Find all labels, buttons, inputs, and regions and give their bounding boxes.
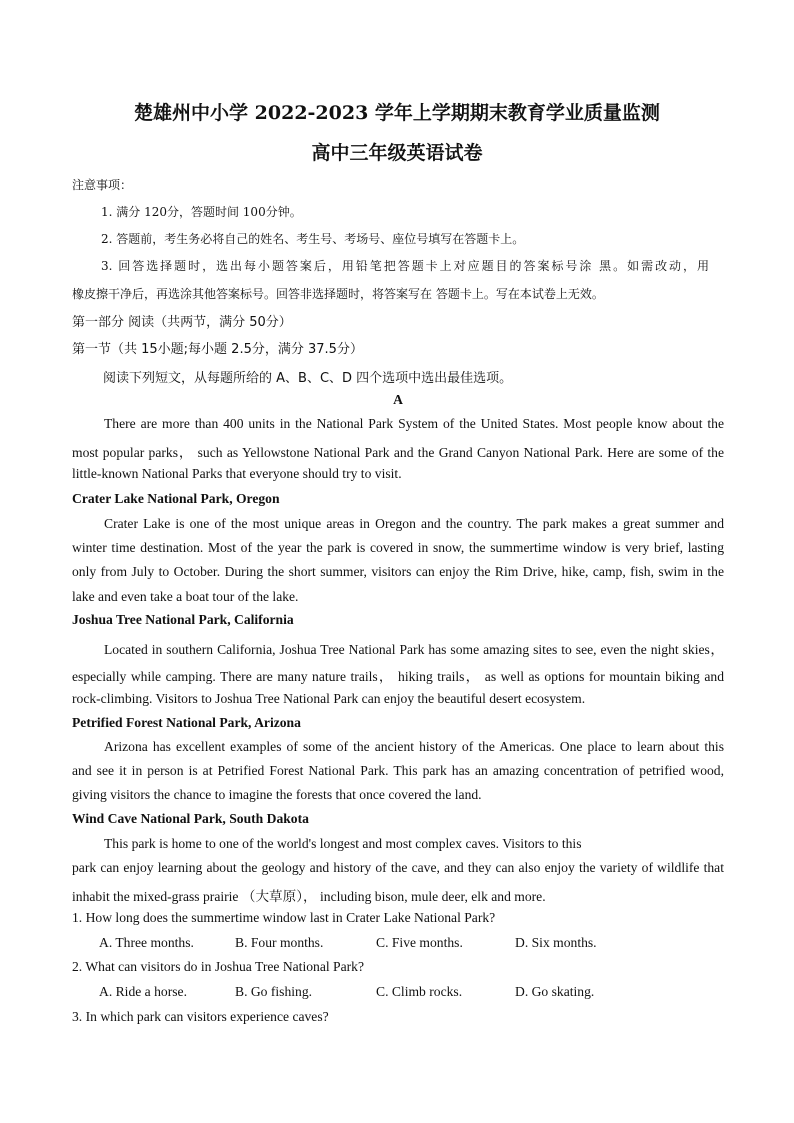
q1-option-c: C. Five months.	[376, 935, 463, 950]
wind-cave-line-2: park can enjoy learning about the geology and history of the cave, and they can also enjoy the variety of wildlife that	[72, 860, 724, 875]
crater-lake-line-2: winter time destination. Most of the year the park is covered in snow, the summertime window is very brief, lasting	[72, 540, 724, 555]
notice-heading: 注意事项：	[72, 178, 133, 192]
joshua-tree-line-3: rock-climbing. Visitors to Joshua Tree National Park can enjoy the beautiful desert ecosystem.	[72, 691, 586, 706]
park-heading-crater-lake: Crater Lake National Park, Oregon	[72, 491, 280, 506]
passage-label: A	[393, 392, 403, 407]
joshua-tree-line-1: Located in southern California, Joshua Tree National Park has some amazing sites to see, even the night skies，	[104, 642, 724, 657]
notice-item-1: 1. 满分 120分，答题时间 100分钟。	[101, 205, 302, 219]
intro-line-3: little-known National Parks that everyone should try to visit.	[72, 466, 402, 481]
park-heading-joshua-tree: Joshua Tree National Park, California	[72, 612, 294, 627]
intro-line-2: most popular parks， such as Yellowstone National Park and the Grand Canyon National Park. Here are some of the	[72, 445, 724, 460]
crater-lake-line-4: lake and even take a boat tour of the lake.	[72, 589, 299, 604]
section-heading: 第一节（共 15小题;每小题 2.5分，满分 37.5分）	[72, 342, 363, 357]
q1-option-a: A. Three months.	[99, 935, 194, 950]
part-heading: 第一部分 阅读（共两节，满分 50分）	[72, 315, 292, 330]
petrified-forest-line-1: Arizona has excellent examples of some of the ancient history of the Americas. One place to learn about this	[104, 739, 724, 754]
question-1: 1. How long does the summertime window last in Crater Lake National Park?	[72, 910, 496, 925]
crater-lake-line-1: Crater Lake is one of the most unique areas in Oregon and the country. The park makes a great summer and	[104, 516, 724, 531]
wind-cave-line-1: This park is home to one of the world's longest and most complex caves. Visitors to this	[104, 836, 582, 851]
exam-title: 楚雄州中小学 2022-2023 学年上学期期末教育学业质量监测	[134, 102, 660, 124]
q1-option-d: D. Six months.	[515, 935, 597, 950]
q2-option-b: B. Go fishing.	[235, 984, 313, 999]
park-heading-wind-cave: Wind Cave National Park, South Dakota	[72, 811, 309, 826]
petrified-forest-line-2: and see it in person is at Petrified Forest National Park. This park has an amazing concentration of petrified wood,	[72, 763, 724, 778]
question-2: 2. What can visitors do in Joshua Tree National Park?	[72, 959, 364, 974]
exam-subtitle: 高中三年级英语试卷	[311, 142, 483, 164]
q2-option-d: D. Go skating.	[515, 984, 595, 999]
q1-option-b: B. Four months.	[235, 935, 324, 950]
instructions: 阅读下列短文，从每题所给的 A、B、C、D 四个选项中选出最佳选项。	[103, 371, 513, 386]
joshua-tree-line-2: especially while camping. There are many nature trails， hiking trails， as well as options for mountain biking and	[72, 669, 724, 684]
notice-item-2: 2. 答题前，考生务必将自己的姓名、考生号、考场号、座位号填写在答题卡上。	[101, 232, 525, 246]
crater-lake-line-3: only from July to October. During the short summer, visitors can enjoy the Rim Drive, hike, camp, fish, swim in the	[72, 564, 724, 579]
q2-option-a: A. Ride a horse.	[99, 984, 187, 999]
park-heading-petrified-forest: Petrified Forest National Park, Arizona	[72, 715, 301, 730]
intro-line-1: There are more than 400 units in the National Park System of the United States. Most people know about the	[104, 416, 724, 431]
wind-cave-line-3: inhabit the mixed-grass prairie （大草原）， including bison, mule deer, elk and more.	[72, 889, 546, 904]
notice-item-3-line1: 3. 回答选择题时，选出每小题答案后，用铅笔把答题卡上对应题目的答案标号涂 黑。如需改动，用	[101, 259, 709, 273]
notice-item-3-line2: 橡皮擦干净后，再选涂其他答案标号。回答非选择题时，将答案写在 答题卡上。写在本试卷上无效。	[72, 287, 604, 301]
petrified-forest-line-3: giving visitors the chance to imagine the forests that once covered the land.	[72, 787, 482, 802]
q2-option-c: C. Climb rocks.	[376, 984, 463, 999]
question-3: 3. In which park can visitors experience caves?	[72, 1009, 329, 1024]
